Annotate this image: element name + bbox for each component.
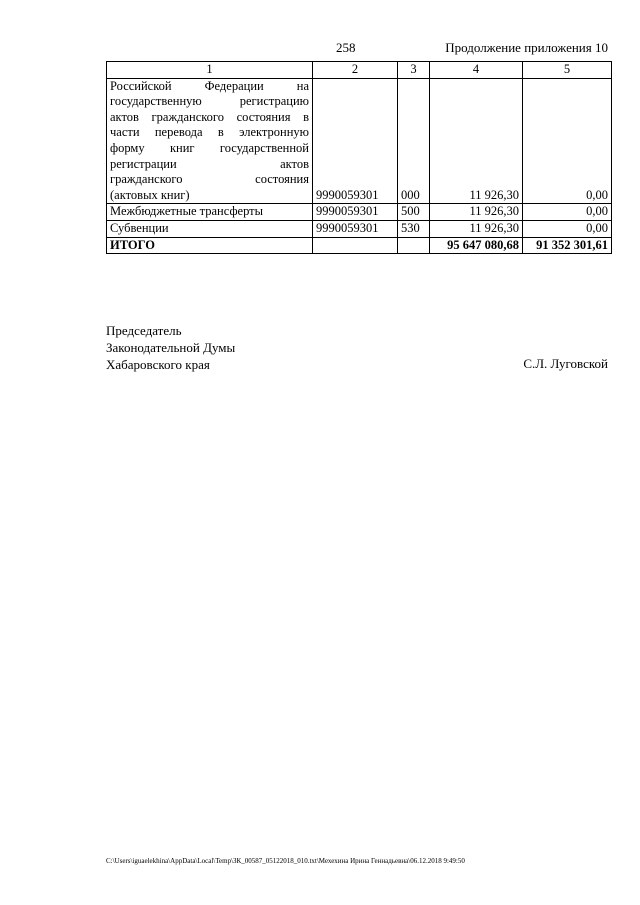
row-description (107, 78, 313, 204)
appendix-note: Продолжение приложения 10 (445, 40, 608, 55)
cell-value-5: 0,00 (523, 220, 612, 237)
column-number-2: 2 (313, 62, 398, 79)
footer-file-path: C:\Users\iguaelekhina\AppData\Local\Temp\ЗК_00587_05122018_010.txt\Мехехина Ирина Геннадьевна\06.12.2018 9:49:50 (106, 857, 465, 865)
total-row (107, 237, 612, 254)
cell-type: 000 (398, 78, 430, 204)
table-row (107, 220, 612, 237)
empty-cell (398, 237, 430, 254)
cell-value-4: 11 926,30 (430, 78, 523, 204)
empty-cell (313, 237, 398, 254)
cell-code: 9990059301 (313, 220, 398, 237)
column-number-5: 5 (523, 62, 612, 79)
description-line: Российской Федерации на (110, 78, 309, 93)
description-line: государственную регистрацию (110, 94, 309, 109)
total-value-5: 91 352 301,61 (523, 237, 612, 254)
budget-table (106, 61, 612, 254)
cell-value-5: 0,00 (523, 204, 612, 221)
page-number: 258 (336, 40, 356, 55)
cell-code: 9990059301 (313, 78, 398, 204)
signer-name: С.Л. Луговской (523, 356, 608, 371)
signature-line-1: Председатель (106, 323, 182, 338)
table-header-row (107, 62, 612, 79)
total-value-4: 95 647 080,68 (430, 237, 523, 254)
total-label: ИТОГО (107, 237, 313, 254)
cell-type: 500 (398, 204, 430, 221)
signature-line-3: Хабаровского края (106, 357, 210, 372)
signature-block (106, 322, 235, 373)
description-line: части перевода в электронную (110, 125, 309, 140)
table-row (107, 204, 612, 221)
cell-code: 9990059301 (313, 204, 398, 221)
table-row (107, 78, 612, 204)
description-line: (актовых книг) (110, 187, 190, 202)
cell-name: Межбюджетные трансферты (107, 204, 313, 221)
description-line: гражданского состояния (110, 172, 309, 187)
signature-line-2: Законодательной Думы (106, 340, 236, 355)
cell-value-5: 0,00 (523, 78, 612, 204)
description-line: регистрации актов (110, 156, 309, 171)
cell-name: Субвенции (107, 220, 313, 237)
description-line: форму книг государственной (110, 140, 309, 155)
description-line: актов гражданского состояния в (110, 109, 309, 124)
column-number-3: 3 (398, 62, 430, 79)
column-number-1: 1 (107, 62, 313, 79)
cell-value-4: 11 926,30 (430, 204, 523, 221)
cell-type: 530 (398, 220, 430, 237)
cell-value-4: 11 926,30 (430, 220, 523, 237)
column-number-4: 4 (430, 62, 523, 79)
